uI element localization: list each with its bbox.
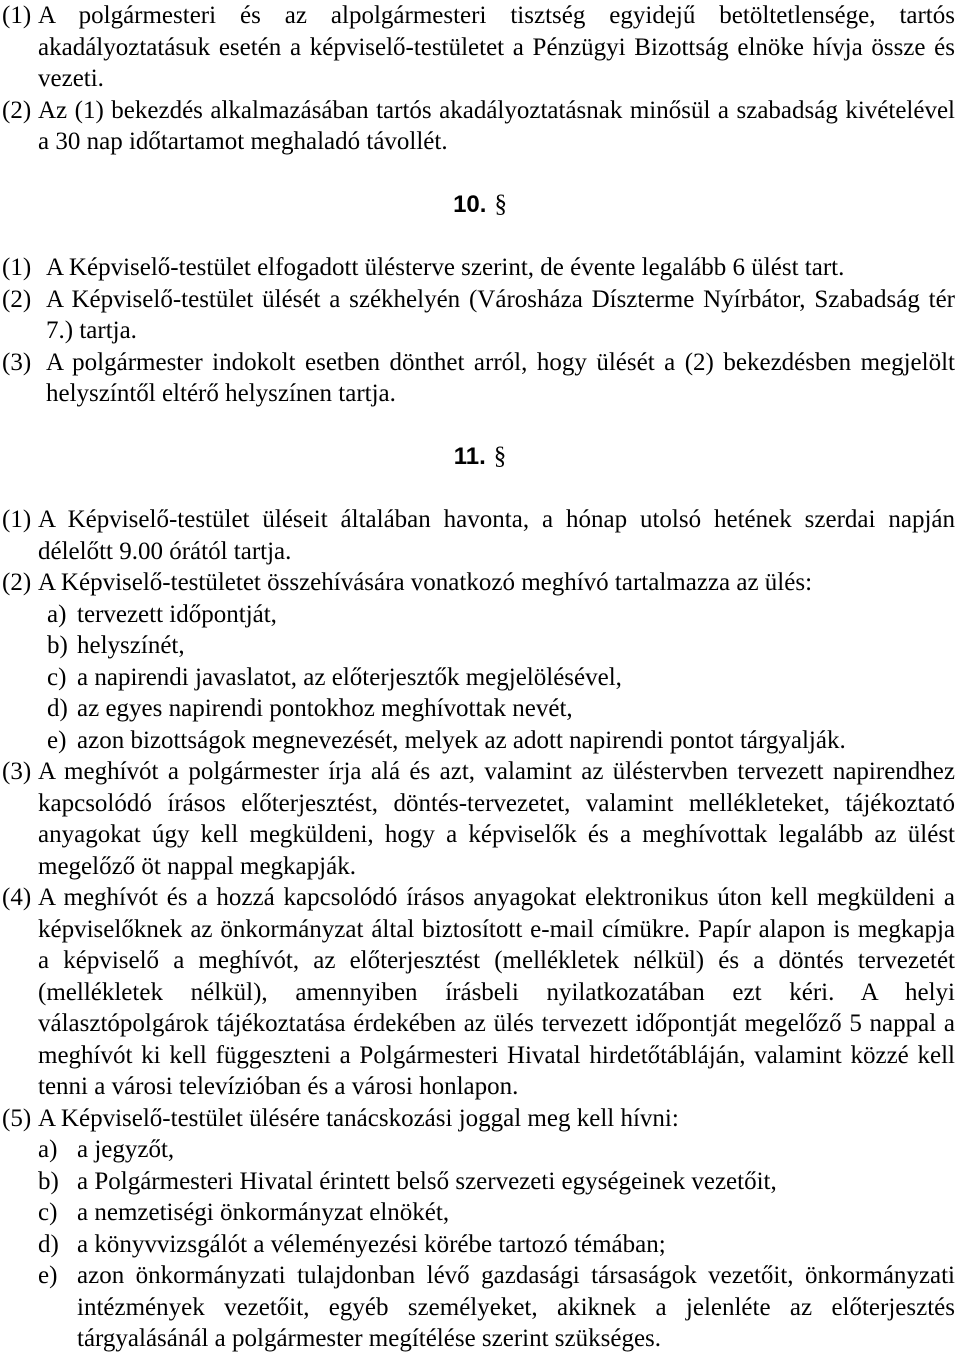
paragraph-text: A Képviselő-testületet összehívására vonatkozó meghívó tartalmazza az ülés: xyxy=(38,569,813,596)
paragraph-line xyxy=(0,315,960,347)
list-item-label: d) xyxy=(38,1230,59,1258)
paragraph-text: A polgármesteri és az alpolgármesteri tisztség egyidejű betöltetlensége, tartós xyxy=(38,2,955,29)
paragraph-text: képviselőknek az önkormányzat által biztosított e-mail címükre. Papír alapon is megkapja xyxy=(38,915,955,943)
enumeration-list xyxy=(0,599,960,757)
paragraph-text: vezeti. xyxy=(38,65,104,92)
paragraph-text: A Képviselő-testület üléseit általában havonta, a hónap utolsó hetének szerdai napján xyxy=(38,506,955,533)
paragraph-number: (1) xyxy=(2,2,32,29)
paragraph-number: (2) xyxy=(2,285,32,313)
paragraph-text: A Képviselő-testület ülésére tanácskozási joggal meg kell hívni: xyxy=(38,1104,679,1132)
list-item xyxy=(0,693,960,725)
paragraph-11-4 xyxy=(0,882,960,1103)
list-item-text: intézmények vezetőit, egyéb személyeket, akiknek a jelenléte az előterjesztés xyxy=(77,1293,955,1321)
list-item-line xyxy=(0,1260,960,1292)
paragraph-text: A Képviselő-testület ülését a székhelyén (Városháza Díszterme Nyírbátor, Szabadság tér xyxy=(46,285,955,313)
paragraph-11-5 xyxy=(0,1103,960,1355)
paragraph-text: anyagokat úgy kell megküldeni, hogy a képviselők és a meghívottak legalább az ülést xyxy=(38,821,955,848)
paragraph-line xyxy=(0,756,960,788)
list-item-label: b) xyxy=(38,1167,59,1195)
paragraph-11-2 xyxy=(0,567,960,756)
paragraph-line xyxy=(0,378,960,410)
paragraph-line xyxy=(0,536,960,568)
paragraph-text: tenni a városi televízióban és a városi honlapon. xyxy=(38,1073,519,1100)
list-item-label: d) xyxy=(47,695,68,722)
list-item xyxy=(0,1134,960,1166)
paragraph-intro-1 xyxy=(0,0,960,95)
paragraph-text: választópolgárok tájékoztatása érdekében az ülés tervezett időpontját megelőző 5 nappal a xyxy=(38,1010,955,1037)
list-item-label: b) xyxy=(47,632,68,659)
list-item-text: a Polgármesteri Hivatal érintett belső szervezeti egységeinek vezetőit, xyxy=(77,1167,777,1195)
list-item-text: tárgyalásánál a polgármester megítélése szerint szükséges. xyxy=(77,1325,662,1352)
list-item xyxy=(0,599,960,631)
paragraph-line xyxy=(0,945,960,977)
paragraph-line xyxy=(0,1040,960,1072)
paragraph-line xyxy=(0,977,960,1009)
list-item xyxy=(0,725,960,757)
paragraph-line xyxy=(0,1008,960,1040)
paragraph-line xyxy=(0,0,960,32)
paragraph-text: kapcsolódó írásos előterjesztést, döntés-tervezetet, valamint mellékleteket, tájékoztató xyxy=(38,789,955,817)
list-item-label: c) xyxy=(38,1199,58,1226)
section-number: 10. xyxy=(453,191,487,218)
list-item xyxy=(0,630,960,662)
list-item xyxy=(0,1166,960,1198)
paragraph-line xyxy=(0,32,960,64)
paragraph-text: délelőtt 9.00 órától tartja. xyxy=(38,537,292,565)
paragraph-number: (5) xyxy=(2,1104,32,1132)
list-item-text: az egyes napirendi pontokhoz meghívottak nevét, xyxy=(77,695,573,722)
list-item xyxy=(0,1197,960,1229)
list-item-label: e) xyxy=(47,726,67,754)
paragraph-text: a képviselő a meghívót, az előterjesztést (mellékletek nélkül) és a döntés tervezetét xyxy=(38,947,955,974)
paragraph-text: a 30 nap időtartamot meghaladó távollét. xyxy=(38,128,448,155)
list-item-text: a jegyzőt, xyxy=(77,1136,175,1163)
list-item xyxy=(0,1260,960,1355)
paragraph-text: A meghívót a polgármester írja alá és azt, valamint az üléstervben tervezett napirendhez xyxy=(38,758,955,785)
blank-line xyxy=(0,158,960,190)
paragraph-11-3 xyxy=(0,756,960,882)
paragraph-text: meghívót ki kell függeszteni a Polgármesteri Hivatal hirdetőtábláján, valamint közzé kell xyxy=(38,1041,955,1069)
section-number: 11. xyxy=(453,443,486,470)
paragraph-text: (mellékletek nélkül), amennyiben írásbeli nyilatkozatában ezt kéri. A helyi xyxy=(38,978,955,1006)
paragraph-line xyxy=(0,284,960,316)
list-item-text: helyszínét, xyxy=(77,632,185,659)
paragraph-line xyxy=(0,882,960,914)
paragraph-10-1 xyxy=(0,252,960,284)
paragraph-text: A polgármester indokolt esetben dönthet arról, hogy ülését a (2) bekezdésben megjelölt xyxy=(46,348,955,376)
paragraph-text: akadályoztatásuk esetén a képviselő-testületet a Pénzügyi Bizottság elnöke hívja össze és xyxy=(38,33,955,61)
section-sign: § xyxy=(493,443,507,470)
paragraph-line xyxy=(0,126,960,158)
paragraph-text: megelőző öt nappal megkapják. xyxy=(38,852,356,880)
paragraph-intro-2 xyxy=(0,95,960,158)
paragraph-number: (3) xyxy=(2,758,32,785)
section-sign: § xyxy=(494,191,507,218)
paragraph-line xyxy=(0,788,960,820)
list-item-text: tervezett időpontját, xyxy=(77,600,277,628)
list-item-label: a) xyxy=(47,600,67,628)
blank-line xyxy=(0,473,960,505)
paragraph-line xyxy=(0,1071,960,1103)
paragraph-number: (1) xyxy=(2,506,32,533)
paragraph-text: helyszíntől eltérő helyszínen tartja. xyxy=(46,380,396,407)
paragraph-text: A Képviselő-testület elfogadott ülésterve szerint, de évente legalább 6 ülést tart. xyxy=(46,254,845,281)
paragraph-text: A meghívót és a hozzá kapcsolódó írásos anyagokat elektronikus úton kell megküldeni a xyxy=(38,884,955,911)
paragraph-number: (4) xyxy=(2,884,32,911)
paragraph-number: (3) xyxy=(2,348,32,376)
list-item-text: azon önkormányzati tulajdonban lévő gazdasági társaságok vezetőit, önkormányzati xyxy=(77,1262,955,1289)
paragraph-10-3 xyxy=(0,347,960,410)
list-item-label: e) xyxy=(38,1262,58,1289)
paragraph-line xyxy=(0,851,960,883)
list-item-label: a) xyxy=(38,1136,58,1163)
paragraph-text: Az (1) bekezdés alkalmazásában tartós akadályoztatásnak minősül a szabadság kivételével xyxy=(38,96,955,124)
paragraph-line xyxy=(0,252,960,284)
paragraph-number: (2) xyxy=(2,569,32,596)
enumeration-list xyxy=(0,1134,960,1355)
list-item-text: azon bizottságok megnevezését, melyek az adott napirendi pontot tárgyalják. xyxy=(77,726,846,754)
paragraph-line xyxy=(0,819,960,851)
blank-line xyxy=(0,221,960,253)
section-heading-11 xyxy=(0,441,960,473)
paragraph-number: (1) xyxy=(2,254,32,281)
blank-line xyxy=(0,410,960,442)
paragraph-line xyxy=(0,95,960,127)
list-item-line xyxy=(0,1292,960,1324)
list-item-text: a napirendi javaslatot, az előterjesztők megjelölésével, xyxy=(77,663,622,691)
list-item-line xyxy=(0,1323,960,1355)
paragraph-line xyxy=(0,63,960,95)
list-item xyxy=(0,1229,960,1261)
paragraph-10-2 xyxy=(0,284,960,347)
paragraph-text: 7.) tartja. xyxy=(46,317,137,344)
paragraph-line xyxy=(0,567,960,599)
paragraph-line xyxy=(0,347,960,379)
paragraph-11-1 xyxy=(0,504,960,567)
section-heading-10 xyxy=(0,189,960,221)
paragraph-line xyxy=(0,504,960,536)
list-item-text: a könyvvizsgálót a véleményezési körébe tartozó témában; xyxy=(77,1230,666,1258)
paragraph-number: (2) xyxy=(2,96,32,124)
paragraph-line xyxy=(0,914,960,946)
list-item-label: c) xyxy=(47,663,67,691)
paragraph-line xyxy=(0,1103,960,1135)
list-item-text: a nemzetiségi önkormányzat elnökét, xyxy=(77,1199,450,1226)
list-item xyxy=(0,662,960,694)
